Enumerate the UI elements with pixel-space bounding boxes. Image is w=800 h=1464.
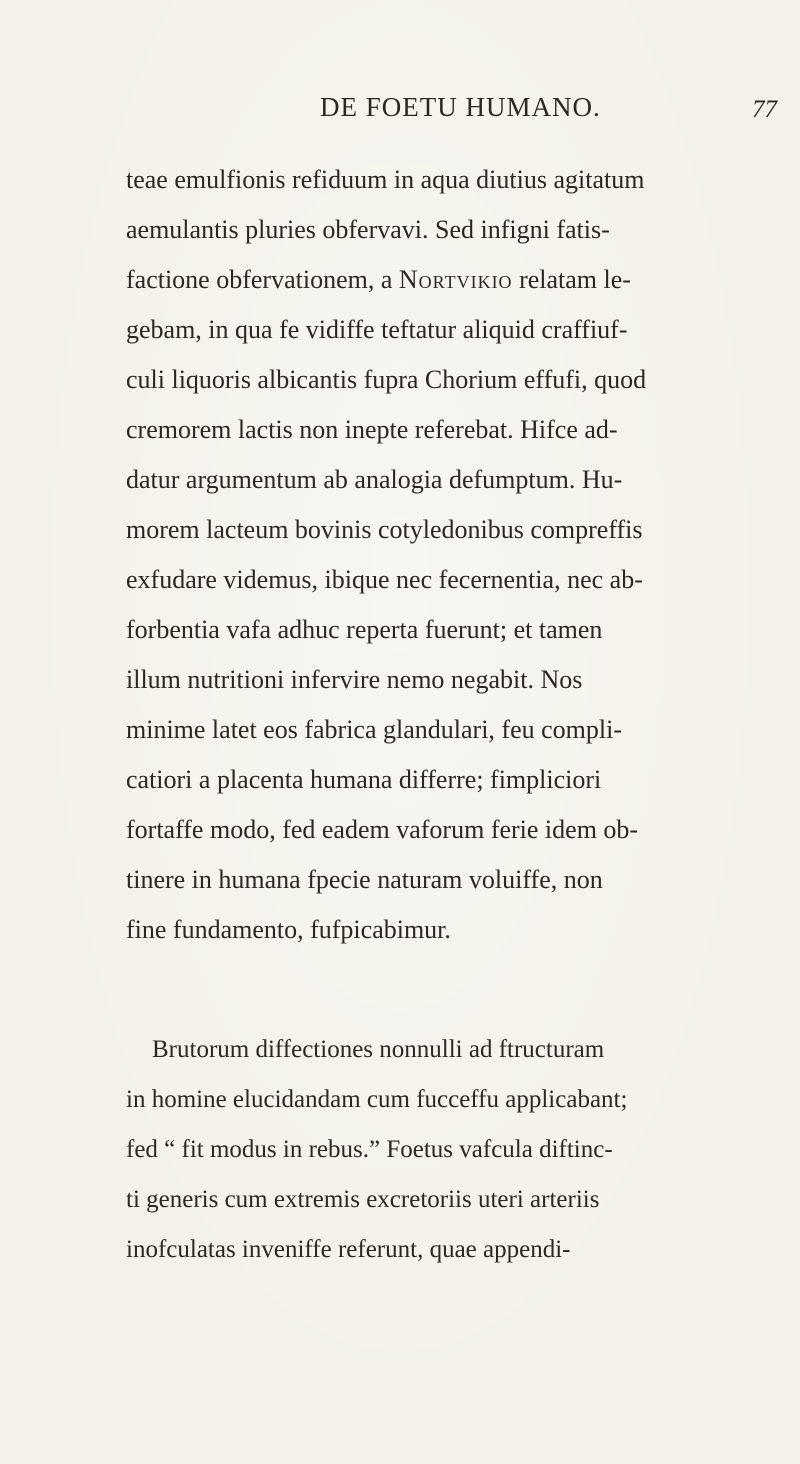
text-line: in homine elucidandam cum fucceffu applicabant; xyxy=(126,1086,628,1113)
running-title: DE FOETU HUMANO. xyxy=(320,92,601,122)
text-line: tinere in humana fpecie naturam voluiffe, non xyxy=(126,865,603,894)
text-line: catiori a placenta humana differre; fimpliciori xyxy=(126,765,602,794)
text-line xyxy=(126,264,631,296)
text-line: fortaffe modo, fed eadem vaforum ferie idem ob- xyxy=(126,815,639,844)
text-line: exfudare videmus, ibique nec fecernentia, nec ab- xyxy=(126,565,643,594)
text-line: forbentia vafa adhuc reperta fuerunt; et tamen xyxy=(126,615,603,644)
text-line: morem lacteum bovinis cotyledonibus compreffis xyxy=(126,515,643,544)
text-line: cremorem lactis non inepte referebat. Hifce ad- xyxy=(126,415,618,444)
text-line: Brutorum diffectiones nonnulli ad ftructuram xyxy=(152,1036,605,1063)
text-line: teae emulfionis refiduum in aqua diutius agitatum xyxy=(126,165,645,194)
author-name: Nortvikio xyxy=(398,265,513,294)
text-line: fed “ fit modus in rebus.” Foetus vafcula diftinc- xyxy=(126,1136,613,1163)
text-line: culi liquoris albicantis fupra Chorium effufi, quod xyxy=(126,365,647,394)
text-line: ti generis cum extremis excretoriis uteri arteriis xyxy=(126,1186,600,1213)
text-line: inofculatas inveniffe referunt, quae appendi- xyxy=(126,1236,571,1263)
text-line: minime latet eos fabrica glandulari, feu compli- xyxy=(126,715,622,744)
text-fragment: factione obfervationem, a xyxy=(126,265,399,294)
text-line: aemulantis pluries obfervavi. Sed infigni fatis- xyxy=(126,215,610,244)
text-fragment: relatam le- xyxy=(512,265,631,294)
running-head xyxy=(0,92,800,132)
text-line: fine fundamento, fufpicabimur. xyxy=(126,915,451,944)
page-number: 77 xyxy=(752,96,777,123)
text-line: illum nutritioni infervire nemo negabit. Nos xyxy=(126,665,583,694)
text-line: datur argumentum ab analogia defumptum. Hu- xyxy=(126,465,623,494)
text-line: gebam, in qua fe vidiffe teftatur aliquid craffiuf- xyxy=(126,315,628,344)
